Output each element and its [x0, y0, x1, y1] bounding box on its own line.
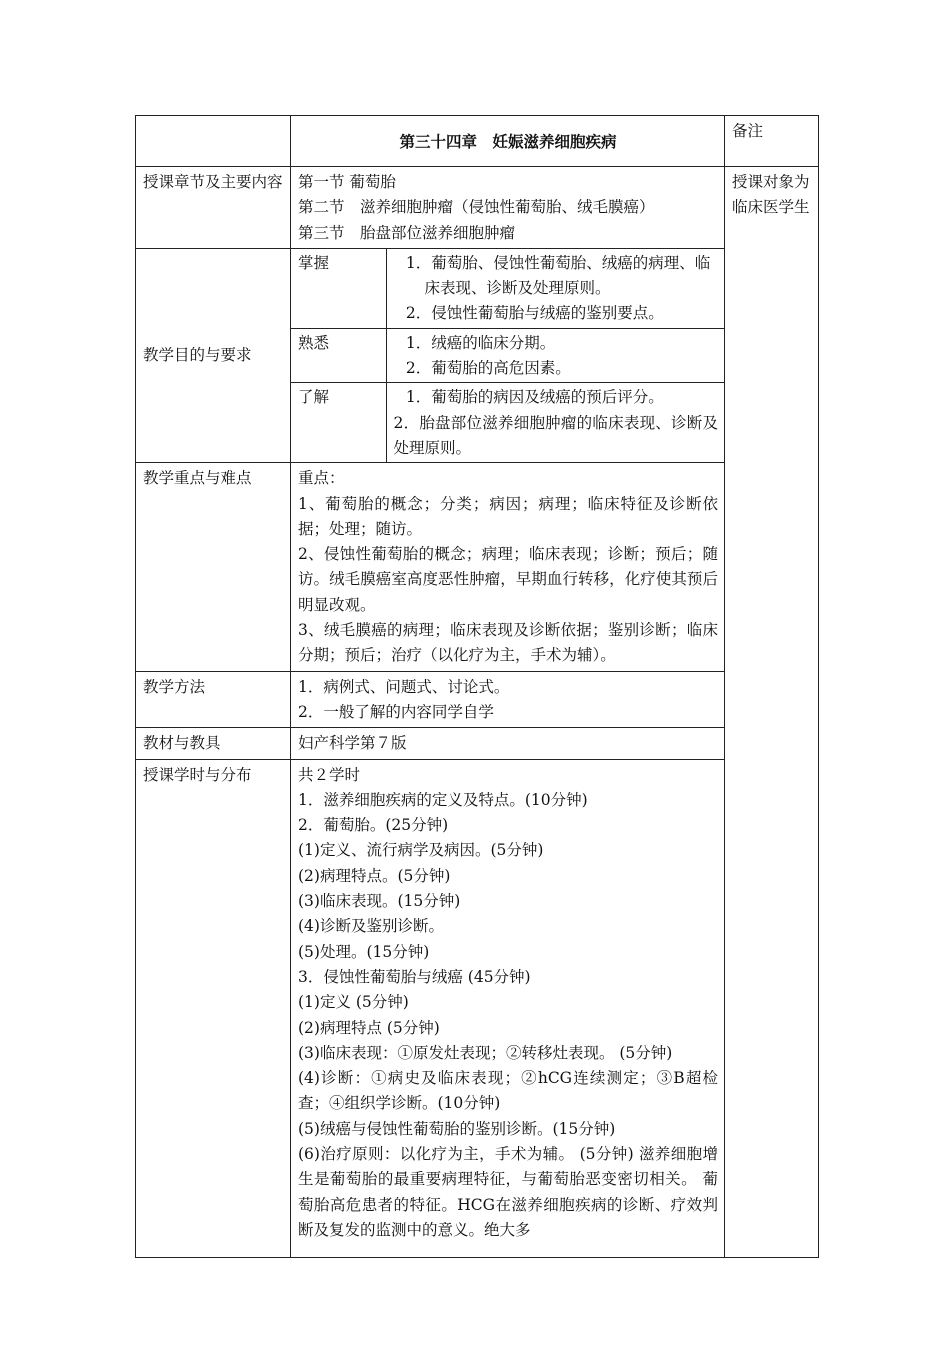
chapter-item: 第三节 胎盘部位滋养细胞肿瘤 — [298, 223, 516, 242]
title-row — [136, 116, 819, 167]
methods-row — [136, 671, 819, 728]
objectives-content — [291, 248, 725, 462]
hours-item: 1．滋养细胞疾病的定义及特点。(10分钟) — [298, 790, 588, 809]
hours-item: (2)病理特点 (5分钟) — [298, 1018, 440, 1037]
objective-items — [386, 383, 724, 462]
materials-row — [136, 728, 819, 759]
chapters-label: 授课章节及主要内容 — [136, 167, 291, 249]
keypoints-heading: 重点： — [298, 469, 345, 488]
materials-label: 教材与教具 — [136, 728, 291, 759]
objective-level: 掌握 — [291, 249, 386, 328]
objective-group-understand — [291, 383, 724, 462]
chapters-content — [291, 167, 725, 249]
methods-content — [291, 671, 725, 728]
hours-item: (3)临床表现：①原发灶表现；②转移灶表现。 (5分钟) — [298, 1043, 673, 1062]
objective-level: 熟悉 — [291, 328, 386, 383]
chapter-item: 第二节 滋养细胞肿瘤（侵蚀性葡萄胎、绒毛膜癌） — [298, 198, 655, 217]
hours-label: 授课学时与分布 — [136, 759, 291, 1257]
objective-item: 2．侵蚀性葡萄胎与绒癌的鉴别要点。 — [405, 304, 664, 323]
objective-item: 2．胎盘部位滋养细胞肿瘤的临床表现、诊断及处理原则。 — [393, 413, 718, 457]
keypoint-item: 3、绒毛膜癌的病理；临床表现及诊断依据；鉴别诊断；临床分期；预后；治疗（以化疗为主，手术为辅）。 — [298, 621, 718, 665]
objective-item: 1．葡萄胎、侵蚀性葡萄胎、绒癌的病理、临床表现、诊断及处理原则。 — [405, 253, 711, 298]
objective-item: 1．葡萄胎的病因及绒癌的预后评分。 — [405, 388, 664, 407]
hours-item: (4)诊断及鉴别诊断。 — [298, 917, 444, 936]
chapter-title: 第三十四章 妊娠滋养细胞疾病 — [291, 116, 725, 167]
objectives-label: 教学目的与要求 — [136, 248, 291, 462]
materials-value: 妇产科学第７版 — [291, 728, 725, 759]
remark-header: 备注 — [725, 116, 819, 167]
objective-level: 了解 — [291, 383, 386, 462]
hours-item: (4)诊断：①病史及临床表现；②hCG连续测定；③B超检查；④组织学诊断。(10分钟) — [298, 1069, 718, 1113]
keypoints-label: 教学重点与难点 — [136, 463, 291, 671]
chapter-item: 第一节 葡萄胎 — [298, 173, 396, 191]
objectives-subtable — [291, 249, 724, 462]
hours-item: (6)治疗原则：以化疗为主，手术为辅。 (5分钟) 滋养细胞增生是葡萄胎的最重要病理特征，与葡萄胎恶变密切相关。 葡萄胎高危患者的特征。HCG在滋养细胞疾病的诊断、疗效判断及复发的监测中的意义。绝大多 — [298, 1144, 718, 1239]
hours-item: (3)临床表现。(15分钟) — [298, 892, 461, 911]
keypoint-item: 1、葡萄胎的概念；分类；病因；病理；临床特征及诊断依据；处理；随访。 — [298, 494, 718, 538]
hours-item: (5)绒癌与侵蚀性葡萄胎的鉴别诊断。(15分钟) — [298, 1119, 616, 1138]
hours-row — [136, 759, 819, 1257]
objective-item: 1．绒癌的临床分期。 — [405, 333, 556, 352]
methods-label: 教学方法 — [136, 671, 291, 728]
objective-group-master — [291, 249, 724, 328]
title-empty-cell — [136, 116, 291, 167]
keypoints-content — [291, 463, 725, 671]
hours-total: 共２学时 — [298, 765, 361, 784]
method-item: 1．病例式、问题式、讨论式。 — [298, 677, 510, 696]
hours-item: 2．葡萄胎。(25分钟) — [298, 816, 449, 835]
objective-item: 2．葡萄胎的高危因素。 — [405, 359, 571, 378]
hours-item: 3．侵蚀性葡萄胎与绒癌 (45分钟) — [298, 967, 531, 986]
lesson-plan-table — [135, 115, 819, 1258]
objective-items — [386, 249, 724, 328]
objective-group-familiar — [291, 328, 724, 383]
hours-item: (1)定义 (5分钟) — [298, 993, 409, 1012]
hours-item: (1)定义、流行病学及病因。(5分钟) — [298, 841, 544, 860]
hours-content — [291, 759, 725, 1257]
method-item: 2．一般了解的内容同学自学 — [298, 702, 494, 721]
chapters-row — [136, 167, 819, 249]
hours-item: (5)处理。(15分钟) — [298, 942, 430, 961]
objective-items — [386, 328, 724, 383]
keypoints-row — [136, 463, 819, 671]
keypoint-item: 2、侵蚀性葡萄胎的概念；病理；临床表现；诊断；预后；随访。绒毛膜癌室高度恶性肿瘤，早期血行转移，化疗使其预后明显改观。 — [298, 545, 718, 614]
remark-content: 授课对象为临床医学生 — [725, 167, 819, 1258]
objectives-row — [136, 248, 819, 462]
hours-item: (2)病理特点。(5分钟) — [298, 866, 451, 885]
